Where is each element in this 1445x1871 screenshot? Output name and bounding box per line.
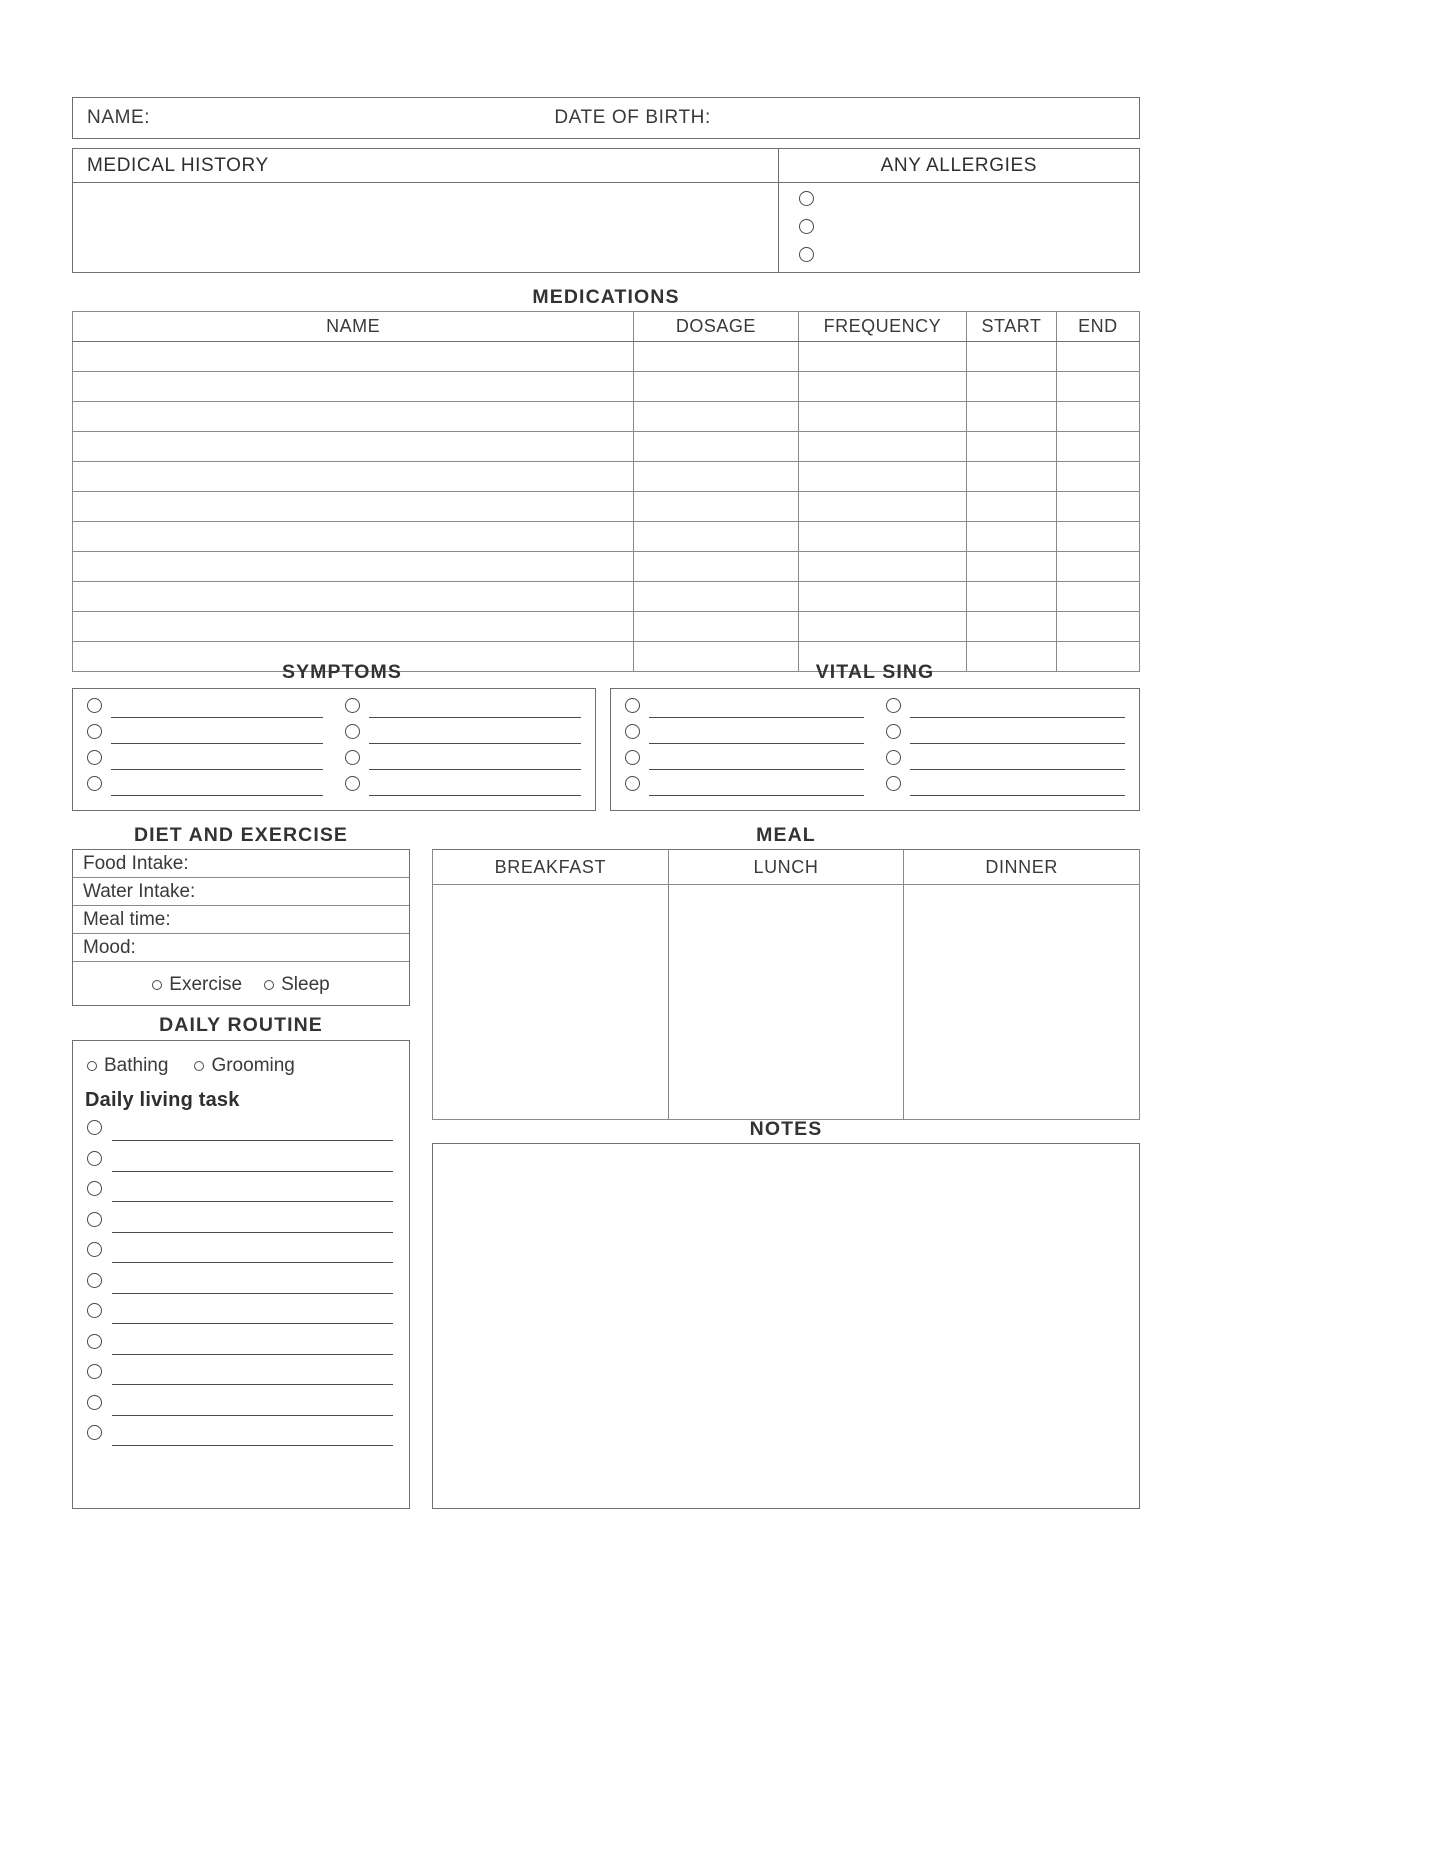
diet-options-row [73,962,409,1007]
diet-option-label: Exercise [169,973,243,995]
task-radio[interactable] [87,1151,102,1166]
medications-cell[interactable] [1056,582,1139,612]
medications-cell[interactable] [634,492,798,522]
daily-living-task-heading: Daily living task [85,1089,240,1111]
symptoms-title: SYMPTOMS [281,661,403,683]
symptom-item [87,724,323,750]
symptom-input-line[interactable] [111,724,323,744]
task-radio[interactable] [87,1242,102,1257]
vital-radio[interactable] [886,698,901,713]
medications-col-header-3: START [967,312,1057,342]
meal-cell-0[interactable] [433,885,669,1120]
medications-cell[interactable] [73,402,634,432]
medications-cell[interactable] [1056,402,1139,432]
list-item [87,1151,393,1182]
task-radio[interactable] [87,1212,102,1227]
vital-radio[interactable] [625,776,640,791]
medications-cell[interactable] [798,462,967,492]
task-input-line[interactable] [112,1242,393,1263]
medical-history-label: MEDICAL HISTORY [73,149,779,182]
medications-cell[interactable] [73,492,634,522]
vital-radio[interactable] [886,750,901,765]
table-row [73,492,1140,522]
radio-icon[interactable] [87,1061,97,1071]
symptom-radio[interactable] [87,724,102,739]
medications-cell[interactable] [634,342,798,372]
medications-cell[interactable] [73,462,634,492]
list-item [87,1425,393,1456]
medications-cell[interactable] [798,522,967,552]
task-input-line[interactable] [112,1303,393,1324]
history-allergies-block [72,148,1140,273]
medications-cell[interactable] [1056,462,1139,492]
medications-cell[interactable] [798,402,967,432]
task-input-line[interactable] [112,1334,393,1355]
symptom-radio[interactable] [345,750,360,765]
task-radio[interactable] [87,1120,102,1135]
vital-item [886,724,1125,750]
symptom-radio[interactable] [87,776,102,791]
task-radio[interactable] [87,1181,102,1196]
symptom-input-line[interactable] [369,750,581,770]
medications-cell[interactable] [967,432,1057,462]
medications-cell[interactable] [967,402,1057,432]
diet-exercise-box [72,849,410,1006]
meal-header-row [433,850,1140,885]
table-row [73,462,1140,492]
symptom-input-line[interactable] [111,776,323,796]
medications-cell[interactable] [1056,492,1139,522]
meal-table-wrapper [432,849,1140,1120]
daily-routine-options [73,1041,409,1077]
list-item [87,1212,393,1243]
diet-field-1[interactable]: Water Intake: [73,878,409,906]
medications-cell[interactable] [798,342,967,372]
meal-col-header-1: LUNCH [668,850,904,885]
task-input-line[interactable] [112,1181,393,1202]
task-input-line[interactable] [112,1364,393,1385]
meal-table [432,849,1140,1120]
list-item [87,1364,393,1395]
allergy-radio[interactable] [799,247,814,262]
date-of-birth-label: DATE OF BIRTH: [554,107,711,128]
symptom-input-line[interactable] [111,698,323,718]
symptom-radio[interactable] [345,776,360,791]
task-input-line[interactable] [112,1212,393,1233]
routine-option[interactable] [87,1055,168,1077]
meal-col-header-2: DINNER [904,850,1140,885]
symptom-item [345,698,581,724]
allergy-slot-list [779,183,1139,272]
table-row [73,432,1140,462]
radio-icon[interactable] [152,980,162,990]
diet-option-label: Sleep [281,973,330,995]
daily-living-task-list [73,1116,409,1456]
task-radio[interactable] [87,1273,102,1288]
task-input-line[interactable] [112,1151,393,1172]
table-row [73,552,1140,582]
vital-signs-title: VITAL SING [815,661,935,683]
task-input-line[interactable] [112,1273,393,1294]
task-input-line[interactable] [112,1395,393,1416]
vital-radio[interactable] [625,698,640,713]
medications-cell[interactable] [798,612,967,642]
list-item [87,1334,393,1365]
notes-title: NOTES [749,1118,823,1140]
daily-routine-title: DAILY ROUTINE [159,1014,323,1036]
medications-cell[interactable] [798,582,967,612]
meal-title: MEAL [756,824,816,846]
daily-routine-box [72,1040,410,1509]
medications-cell[interactable] [73,552,634,582]
notes-input-area[interactable] [432,1143,1140,1509]
medications-cell[interactable] [73,522,634,552]
medications-table [72,311,1140,672]
any-allergies-label: ANY ALLERGIES [880,154,1038,176]
list-item [87,1181,393,1212]
medications-cell[interactable] [1056,432,1139,462]
symptom-radio[interactable] [87,698,102,713]
medications-cell[interactable] [967,342,1057,372]
vital-item [886,776,1125,802]
medications-cell[interactable] [798,432,967,462]
medications-cell[interactable] [634,402,798,432]
symptom-item [87,698,323,724]
task-input-line[interactable] [112,1425,393,1446]
symptom-item [87,776,323,802]
medications-cell[interactable] [634,462,798,492]
medications-cell[interactable] [967,492,1057,522]
meal-cell-2[interactable] [904,885,1140,1120]
list-item [87,1120,393,1151]
vital-input-line[interactable] [910,698,1125,718]
medications-cell[interactable] [1056,552,1139,582]
medications-cell[interactable] [1056,612,1139,642]
vital-input-line[interactable] [649,750,864,770]
vital-input-line[interactable] [649,698,864,718]
vital-item [625,724,864,750]
medications-cell[interactable] [73,342,634,372]
medications-cell[interactable] [73,432,634,462]
allergy-radio[interactable] [799,219,814,234]
symptom-radio[interactable] [87,750,102,765]
vital-radio[interactable] [886,724,901,739]
symptom-input-line[interactable] [369,724,581,744]
routine-option-label: Bathing [104,1055,169,1076]
medications-cell[interactable] [634,372,798,402]
vital-item [625,698,864,724]
medications-cell[interactable] [967,522,1057,552]
vital-radio[interactable] [625,750,640,765]
table-row [73,402,1140,432]
medications-header-row [73,312,1140,342]
medications-cell[interactable] [1056,342,1139,372]
diet-field-2[interactable]: Meal time: [73,906,409,934]
diet-field-3[interactable]: Mood: [73,934,409,962]
radio-icon[interactable] [264,980,274,990]
vital-input-line[interactable] [910,724,1125,744]
task-radio[interactable] [87,1334,102,1349]
task-radio[interactable] [87,1364,102,1379]
routine-option[interactable] [194,1055,294,1077]
task-radio[interactable] [87,1303,102,1318]
medications-cell[interactable] [967,582,1057,612]
meal-col-header-0: BREAKFAST [433,850,669,885]
symptom-item [345,750,581,776]
medications-cell[interactable] [634,432,798,462]
diet-field-0[interactable]: Food Intake: [73,850,409,878]
diet-option[interactable] [264,974,330,996]
diet-option[interactable] [152,974,242,996]
symptom-item [345,724,581,750]
medications-cell[interactable] [798,552,967,582]
vital-item [886,698,1125,724]
meal-cell-1[interactable] [668,885,904,1120]
list-item [87,1242,393,1273]
vital-item [625,750,864,776]
symptom-input-line[interactable] [369,776,581,796]
history-allergies-body [73,183,1139,272]
list-item [87,1303,393,1334]
medications-cell[interactable] [967,462,1057,492]
routine-option-label: Grooming [211,1055,295,1076]
table-row [73,612,1140,642]
symptom-item [87,750,323,776]
medications-table-wrapper [72,311,1140,672]
symptom-radio[interactable] [345,724,360,739]
meal-body-row [433,885,1140,1120]
list-item [87,1395,393,1426]
medications-body [73,342,1140,672]
table-row [73,522,1140,552]
vital-input-line[interactable] [910,776,1125,796]
medications-cell[interactable] [798,372,967,402]
medications-col-header-2: FREQUENCY [798,312,967,342]
symptom-input-line[interactable] [111,750,323,770]
symptom-radio[interactable] [345,698,360,713]
history-allergies-header [73,149,1139,183]
medications-title: MEDICATIONS [532,286,680,308]
symptoms-box [72,688,596,811]
medications-cell[interactable] [73,612,634,642]
symptom-input-line[interactable] [369,698,581,718]
medications-cell[interactable] [634,522,798,552]
medications-cell[interactable] [967,552,1057,582]
medications-cell[interactable] [73,582,634,612]
medications-cell[interactable] [1056,522,1139,552]
task-input-line[interactable] [112,1120,393,1141]
list-item [87,1273,393,1304]
vital-item [625,776,864,802]
medications-cell[interactable] [634,582,798,612]
symptom-item [345,776,581,802]
vital-radio[interactable] [886,776,901,791]
medications-cell[interactable] [967,372,1057,402]
vital-input-line[interactable] [910,750,1125,770]
medications-col-header-0: NAME [73,312,634,342]
medications-cell[interactable] [73,372,634,402]
table-row [73,342,1140,372]
task-radio[interactable] [87,1395,102,1410]
allergy-radio[interactable] [799,191,814,206]
vital-item [886,750,1125,776]
medications-cell[interactable] [634,612,798,642]
table-row [73,372,1140,402]
table-row [73,582,1140,612]
medications-cell[interactable] [634,552,798,582]
task-radio[interactable] [87,1425,102,1440]
vital-signs-box [610,688,1140,811]
medical-history-input-area[interactable] [73,183,779,272]
medications-cell[interactable] [967,612,1057,642]
medications-col-header-1: DOSAGE [634,312,798,342]
medications-col-header-4: END [1056,312,1139,342]
vital-radio[interactable] [625,724,640,739]
vital-input-line[interactable] [649,724,864,744]
radio-icon[interactable] [194,1061,204,1071]
name-label: NAME: [87,107,151,128]
medications-cell[interactable] [798,492,967,522]
identity-row [72,97,1140,139]
diet-exercise-title: DIET AND EXERCISE [133,824,349,846]
vital-input-line[interactable] [649,776,864,796]
medications-cell[interactable] [1056,372,1139,402]
